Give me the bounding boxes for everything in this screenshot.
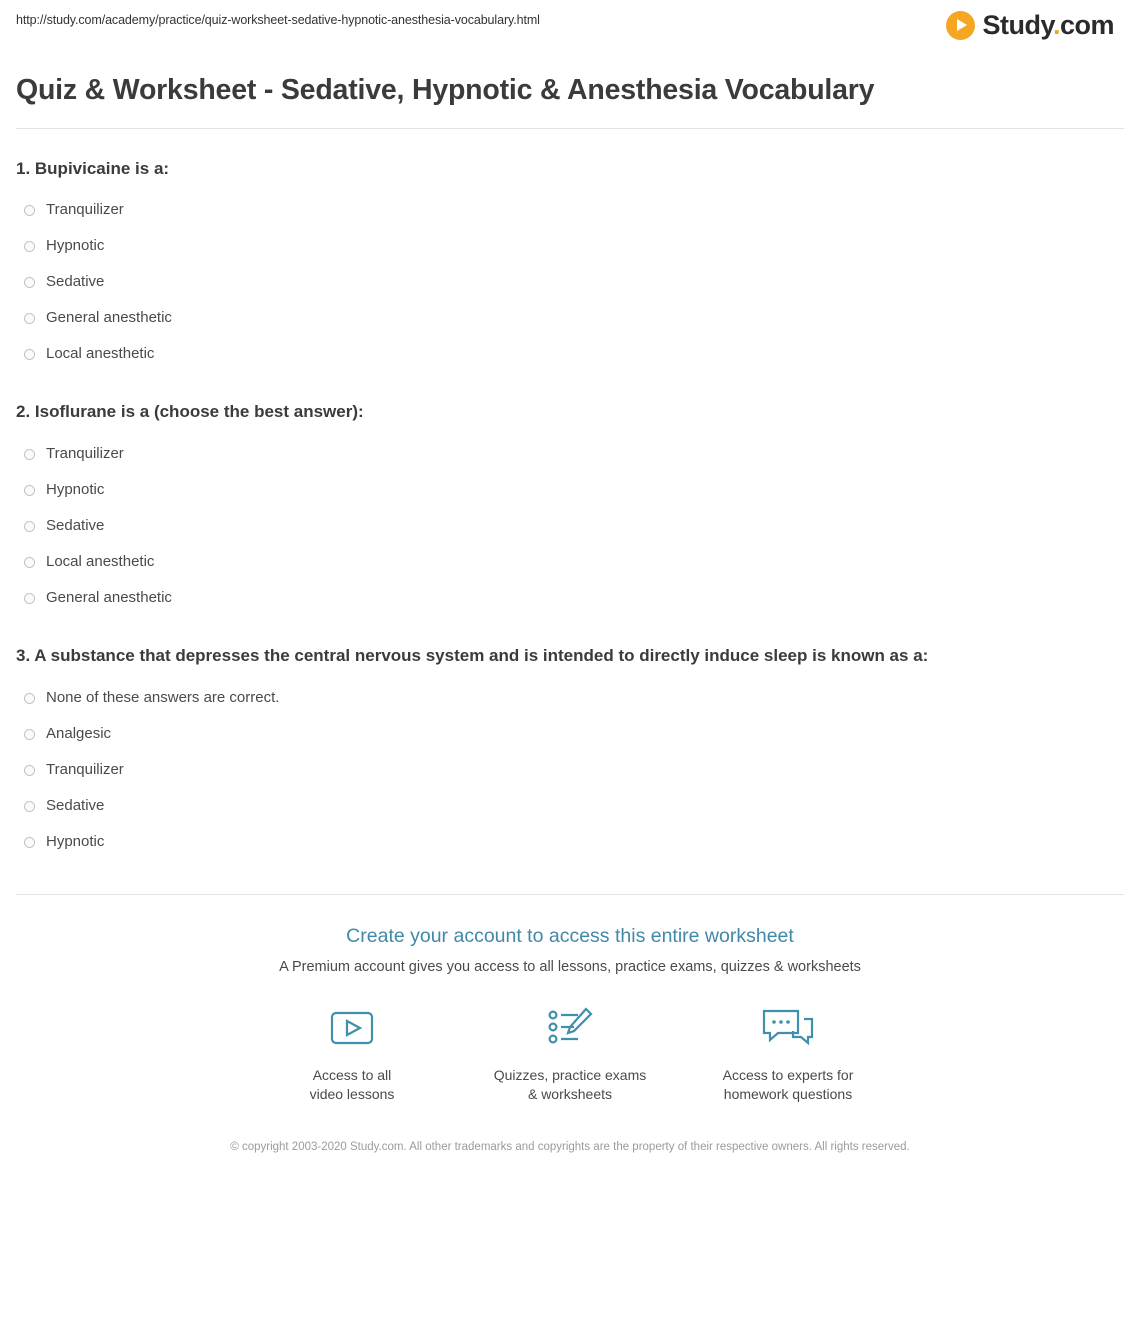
answer-option[interactable] [16,436,1124,472]
video-player-icon [326,999,378,1057]
radio-button-icon[interactable] [24,349,35,360]
chat-bubble-icon [760,999,816,1057]
promo-title[interactable]: Create your account to access this entire worksheet [346,925,794,947]
radio-button-icon[interactable] [24,521,35,532]
promo-features [16,999,1124,1105]
answer-option-label: Hypnotic [46,237,105,255]
answer-option-label: Sedative [46,797,105,814]
answer-option[interactable] [16,264,1124,300]
answer-option[interactable] [16,580,1124,616]
copyright-notice: © copyright 2003-2020 Study.com. All other trademarks and copyrights are the property of their respective owners. All rights reserved. [230,1140,910,1153]
radio-button-icon[interactable] [24,765,35,776]
radio-button-icon[interactable] [24,593,35,604]
study-com-logo[interactable] [946,10,1124,41]
logo-tld: com [1059,10,1114,40]
question-text: 2. Isoflurane is a (choose the best answer): [16,402,364,422]
radio-button-icon[interactable] [24,277,35,288]
question-block [16,157,1124,373]
logo-dot: . [1052,10,1060,40]
question-block [16,400,1124,616]
answer-option[interactable] [16,472,1124,508]
answer-option[interactable] [16,680,1124,716]
answer-option[interactable] [16,300,1124,336]
answer-option-label: Sedative [46,517,105,535]
answer-option-label: Local anesthetic [46,345,155,363]
feature-label-line2: homework questions [723,1086,853,1103]
answer-option[interactable] [16,788,1124,824]
answer-option[interactable] [16,508,1124,544]
answer-option[interactable] [16,716,1124,752]
feature-label-line2: & worksheets [527,1086,613,1103]
answer-option-label: Tranquilizer [46,201,124,219]
feature-label-line1: Access to experts for [722,1067,854,1083]
radio-button-icon[interactable] [24,837,35,848]
question-block [16,644,1124,860]
title-divider [16,128,1124,129]
answer-option[interactable] [16,824,1124,860]
feature-label-line2: video lessons [309,1086,395,1103]
quiz-checklist-icon [544,999,596,1057]
radio-button-icon[interactable] [24,313,35,324]
radio-button-icon[interactable] [24,729,35,740]
question-text: 3. A substance that depresses the central nervous system and is intended to directly induce sleep is known as a: [16,646,929,666]
radio-button-icon[interactable] [24,449,35,460]
browser-topbar [16,0,1124,58]
play-circle-icon [946,11,975,40]
answer-option[interactable] [16,228,1124,264]
radio-button-icon[interactable] [24,205,35,216]
logo-name: Study [982,10,1053,40]
feature-label-line1: Quizzes, practice exams [493,1067,647,1083]
answer-option[interactable] [16,192,1124,228]
answer-option[interactable] [16,544,1124,580]
answer-option[interactable] [16,752,1124,788]
answer-option-label: General anesthetic [46,589,172,607]
answer-option-label: Tranquilizer [46,445,124,463]
feature-quizzes [461,999,679,1105]
radio-button-icon[interactable] [24,241,35,252]
feature-video-lessons [243,999,461,1105]
radio-button-icon[interactable] [24,485,35,496]
answer-option-label: Tranquilizer [46,761,124,778]
radio-button-icon[interactable] [24,801,35,812]
radio-button-icon[interactable] [24,693,35,704]
answer-option-label: Local anesthetic [46,553,155,571]
radio-button-icon[interactable] [24,557,35,568]
promo-subtitle: A Premium account gives you access to all lessons, practice exams, quizzes & worksheets [279,959,861,975]
logo-wordmark [982,10,1114,41]
page-url: http://study.com/academy/practice/quiz-worksheet-sedative-hypnotic-anesthesia-vocabulary.html [16,13,540,27]
feature-label-line1: Access to all [312,1067,392,1083]
answer-option[interactable] [16,336,1124,372]
question-text: 1. Bupivicaine is a: [16,158,170,178]
answer-option-label: Hypnotic [46,833,105,850]
premium-promo [16,894,1124,1155]
answer-option-label: None of these answers are correct. [46,689,280,706]
feature-expert-help [679,999,897,1105]
page-title: Quiz & Worksheet - Sedative, Hypnotic & Anesthesia Vocabulary [16,74,875,106]
answer-option-label: Sedative [46,273,105,291]
answer-option-label: General anesthetic [46,309,172,327]
answer-option-label: Hypnotic [46,481,105,499]
answer-option-label: Analgesic [46,725,112,742]
